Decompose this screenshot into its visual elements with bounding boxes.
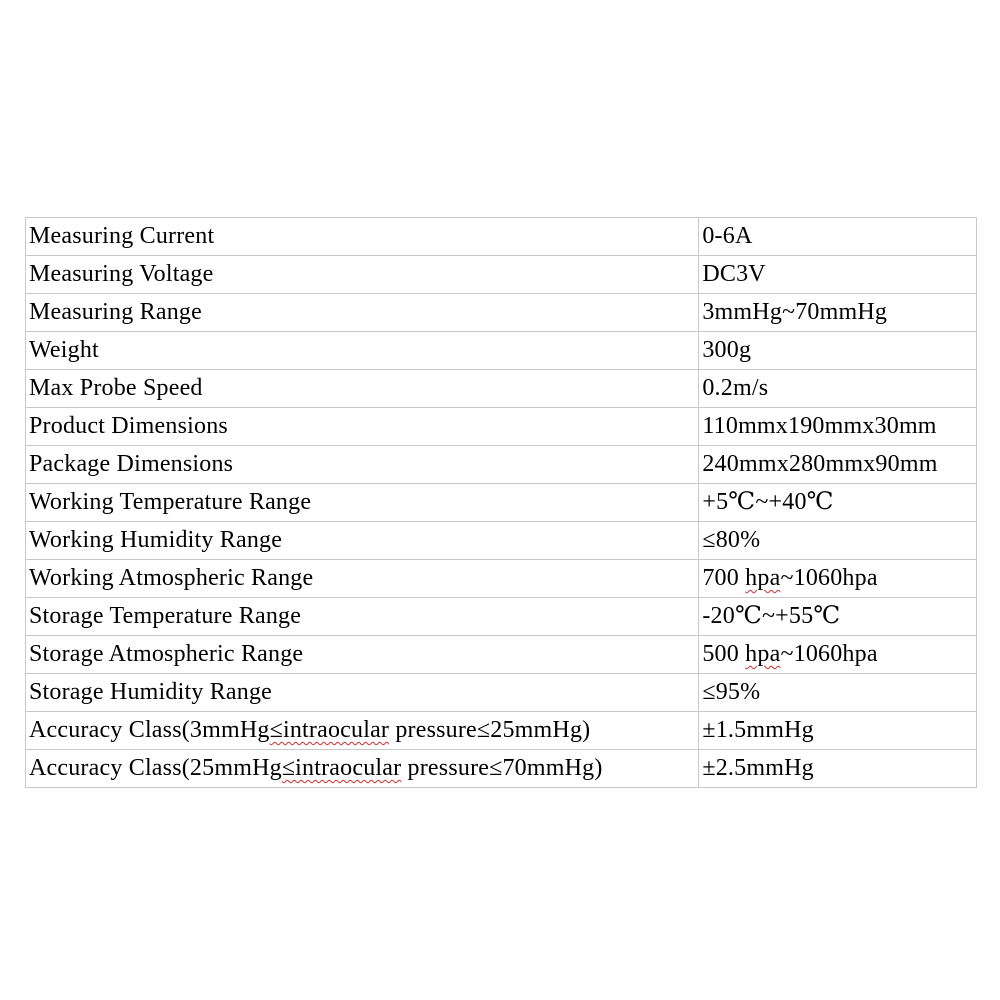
table-row (26, 294, 977, 332)
value-cell (699, 560, 977, 598)
spellcheck-flagged-text: hpa (745, 565, 781, 591)
table-row (26, 674, 977, 712)
param-cell: Measuring Voltage (26, 256, 699, 294)
param-cell: Max Probe Speed (26, 370, 699, 408)
table-row (26, 256, 977, 294)
value-cell: +5℃~+40℃ (699, 484, 977, 522)
param-cell: Weight (26, 332, 699, 370)
table-row (26, 446, 977, 484)
value-cell: 0-6A (699, 218, 977, 256)
param-cell: Storage Atmospheric Range (26, 636, 699, 674)
table-row (26, 218, 977, 256)
param-text: Accuracy Class(3mmHg (29, 717, 270, 743)
table-row (26, 636, 977, 674)
value-cell: ±1.5mmHg (699, 712, 977, 750)
value-cell (699, 636, 977, 674)
value-cell: 3mmHg~70mmHg (699, 294, 977, 332)
value-cell: 0.2m/s (699, 370, 977, 408)
param-cell: Storage Humidity Range (26, 674, 699, 712)
value-cell: DC3V (699, 256, 977, 294)
param-cell: Measuring Range (26, 294, 699, 332)
value-cell: -20℃~+55℃ (699, 598, 977, 636)
table-row (26, 560, 977, 598)
value-cell: 110mmx190mmx30mm (699, 408, 977, 446)
param-cell: Package Dimensions (26, 446, 699, 484)
param-cell: Working Humidity Range (26, 522, 699, 560)
param-cell: Working Temperature Range (26, 484, 699, 522)
value-cell: 300g (699, 332, 977, 370)
value-text: 500 (702, 641, 746, 667)
spellcheck-flagged-text: hpa (745, 641, 781, 667)
param-cell (26, 750, 699, 788)
param-cell: Storage Temperature Range (26, 598, 699, 636)
param-cell: Measuring Current (26, 218, 699, 256)
table-row (26, 598, 977, 636)
value-cell: 240mmx280mmx90mm (699, 446, 977, 484)
param-text: pressure≤70mmHg) (401, 755, 603, 781)
value-text: ~1060hpa (780, 565, 878, 591)
table-row (26, 484, 977, 522)
value-cell: ≤95% (699, 674, 977, 712)
table-row (26, 712, 977, 750)
table-row (26, 750, 977, 788)
table-row (26, 332, 977, 370)
param-text: pressure≤25mmHg) (389, 717, 591, 743)
spec-table-body (26, 218, 977, 788)
value-cell: ±2.5mmHg (699, 750, 977, 788)
param-text: Accuracy Class(25mmHg (29, 755, 282, 781)
value-text: 700 (702, 565, 746, 591)
spec-table (25, 217, 977, 788)
table-row (26, 522, 977, 560)
param-cell (26, 712, 699, 750)
spellcheck-flagged-text: ≤intraocular (269, 717, 390, 743)
table-row (26, 408, 977, 446)
value-text: ~1060hpa (780, 641, 878, 667)
spellcheck-flagged-text: ≤intraocular (281, 755, 402, 781)
param-cell: Working Atmospheric Range (26, 560, 699, 598)
param-cell: Product Dimensions (26, 408, 699, 446)
value-cell: ≤80% (699, 522, 977, 560)
table-row (26, 370, 977, 408)
